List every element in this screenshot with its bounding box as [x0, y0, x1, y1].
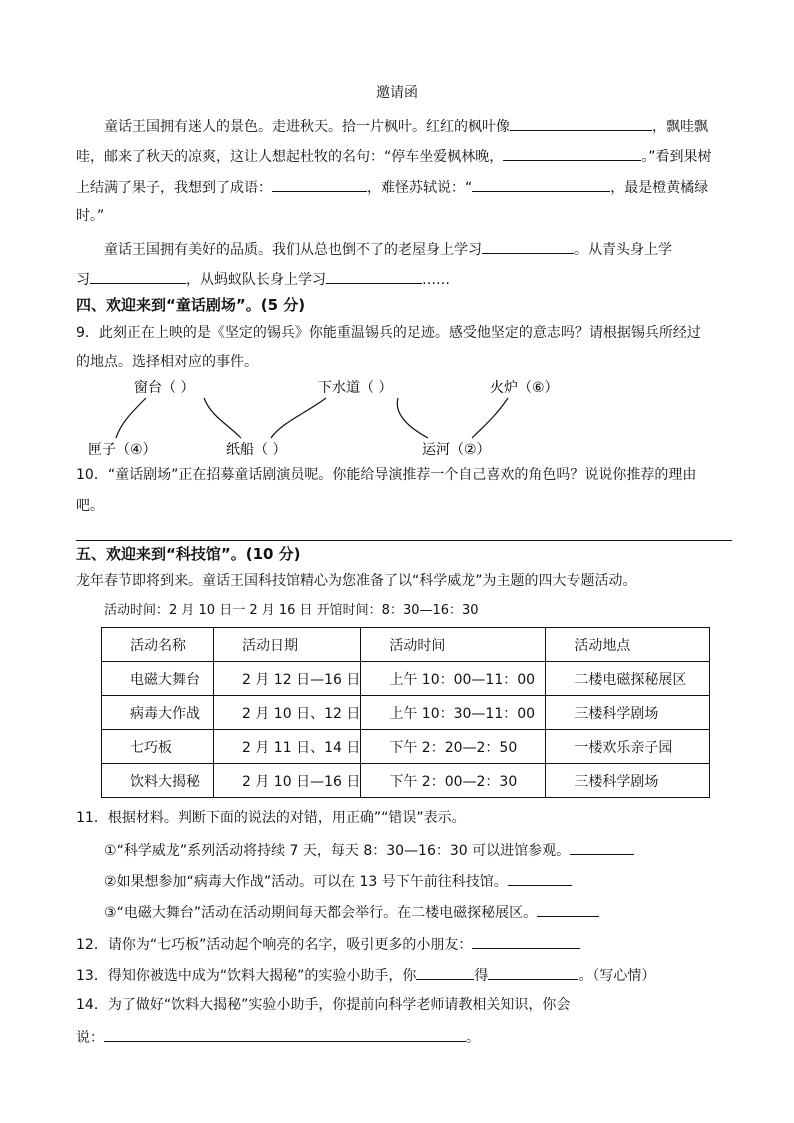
text: “电磁大舞台”活动在活动期间每天都会举行。在二楼电磁探秘展区。 — [116, 905, 538, 921]
place-paper-boat: 纸船（ ） — [226, 442, 287, 458]
q11-item-3 — [104, 902, 599, 922]
q10-line1: 10．“童话剧场”正在招募童话剧演员呢。你能给导演推荐一个自己喜欢的角色吗？说说你推荐的理由 — [76, 467, 697, 483]
answer-blank[interactable] — [326, 269, 422, 284]
text: 。”看到果树 — [641, 149, 712, 165]
text: 童话王国拥有美好的品质。我们从总也倒不了的老屋身上学习 — [104, 242, 482, 258]
q9-line2: 的地点。选择相对应的事件。 — [76, 354, 258, 370]
place-box: 匣子（④） — [88, 442, 157, 458]
text: 说： — [76, 1030, 104, 1046]
text: 。从青头身上学 — [574, 242, 672, 258]
item-number: ① — [104, 843, 117, 859]
table-cell: 饮料大揭秘 — [102, 764, 214, 798]
text: 12．请你为“七巧板”活动起个响亮的名字，吸引更多的小朋友： — [76, 937, 473, 953]
q9-line1: 9．此刻正在上映的是《坚定的锡兵》你能重温锡兵的足迹。感受他坚定的意志吗？请根据锡兵所经过 — [76, 325, 701, 341]
table-row — [102, 662, 710, 696]
table-header: 活动时间 — [361, 628, 546, 662]
section-5-heading: 五、欢迎来到“科技馆”。(10 分) — [76, 545, 301, 563]
section-4-heading: 四、欢迎来到“童话剧场”。(5 分) — [76, 296, 306, 314]
q11-item-1 — [104, 840, 634, 860]
answer-blank[interactable] — [472, 177, 610, 192]
text: 如果想参加“病毒大作战”活动。可以在 13 号下午前往科技馆。 — [116, 874, 508, 890]
route-line — [204, 398, 241, 438]
table-cell: 2 月 10 日—16 日 — [214, 764, 361, 798]
answer-blank[interactable] — [503, 146, 641, 161]
table-cell: 二楼电磁探秘展区 — [546, 662, 710, 696]
place-window-sill: 窗台（ ） — [134, 380, 195, 396]
route-line — [397, 398, 428, 438]
answer-blank[interactable] — [510, 116, 652, 131]
answer-blank[interactable] — [488, 965, 578, 980]
q14-line2 — [76, 1027, 480, 1047]
text: 。 — [466, 1030, 480, 1046]
activity-table — [101, 627, 710, 798]
text: 。（写心情） — [578, 968, 656, 984]
place-sewer: 下水道（ ） — [318, 380, 393, 396]
table-row — [102, 730, 710, 764]
route-line — [271, 398, 326, 438]
table-cell: 七巧板 — [102, 730, 214, 764]
answer-blank[interactable] — [416, 965, 474, 980]
table-row — [102, 764, 710, 798]
invite-p1-line2 — [76, 146, 712, 166]
invite-p2-line2 — [76, 269, 450, 289]
table-cell: 2 月 12 日—16 日 — [214, 662, 361, 696]
table-row — [102, 696, 710, 730]
answer-blank[interactable] — [482, 239, 574, 254]
invite-p1-line1 — [104, 116, 708, 136]
activity-time-line: 活动时间：2 月 10 日一 2 月 16 日 开馆时间：8：30—16：30 — [104, 603, 479, 618]
answer-blank[interactable] — [472, 934, 580, 949]
q13-line — [76, 965, 655, 985]
text: ，难怪苏轼说：“ — [367, 180, 473, 196]
text: ，最是橙黄橘绿 — [610, 180, 709, 196]
table-cell: 三楼科学剧场 — [546, 696, 710, 730]
table-header: 活动名称 — [102, 628, 214, 662]
answer-blank[interactable] — [508, 871, 572, 886]
section-5-intro: 龙年春节即将到来。童话王国科技馆精心为您准备了以“科学威龙”为主题的四大专题活动。 — [76, 573, 637, 589]
text: ，飘哇飘 — [652, 119, 708, 135]
item-number: ③ — [104, 905, 117, 921]
table-cell: 2 月 10 日、12 日 — [214, 696, 361, 730]
answer-blank[interactable] — [272, 177, 367, 192]
table-cell: 下午 2：20—2：50 — [361, 730, 546, 764]
route-line — [116, 398, 146, 438]
table-header-row — [102, 628, 710, 662]
answer-blank[interactable] — [90, 269, 186, 284]
invite-title: 邀请函 — [376, 85, 418, 101]
text: 得 — [474, 968, 489, 984]
invite-p1-line4: 时。” — [76, 208, 105, 224]
text: 13．得知你被选中成为“饮料大揭秘”的实验小助手，你 — [76, 968, 417, 984]
answer-line[interactable] — [76, 540, 732, 541]
answer-blank[interactable] — [104, 1027, 466, 1042]
text: “科学威龙”系列活动将持续 7 天，每天 8：30—16：30 可以进馆参观。 — [116, 843, 571, 859]
invite-p1-line3 — [76, 177, 708, 197]
item-number: ② — [104, 874, 117, 890]
table-cell: 下午 2：00—2：30 — [361, 764, 546, 798]
text: ，从蚂蚁队长身上学习 — [186, 272, 326, 288]
q12-line — [76, 934, 580, 954]
table-header: 活动日期 — [214, 628, 361, 662]
table-cell: 一楼欢乐亲子园 — [546, 730, 710, 764]
table-header: 活动地点 — [546, 628, 710, 662]
invite-p2-line1 — [104, 239, 672, 259]
place-stove: 火炉（⑥） — [490, 380, 559, 396]
text: 哇，邮来了秋天的凉爽，这让人想起杜牧的名句：“停车坐爱枫林晚， — [76, 149, 504, 165]
text: 习 — [76, 272, 90, 288]
q11-item-2 — [104, 871, 572, 891]
text: 上结满了果子，我想到了成语： — [76, 180, 272, 196]
answer-blank[interactable] — [570, 840, 634, 855]
q14-line1: 14．为了做好“饮料大揭秘”实验小助手，你提前向科学老师请教相关知识，你会 — [76, 997, 571, 1013]
table-cell: 上午 10：30—11：00 — [361, 696, 546, 730]
table-cell: 2 月 11 日、14 日 — [214, 730, 361, 764]
text: 童话王国拥有迷人的景色。走进秋天。拾一片枫叶。红红的枫叶像 — [104, 119, 510, 135]
table-cell: 三楼科学剧场 — [546, 764, 710, 798]
table-cell: 病毒大作战 — [102, 696, 214, 730]
q10-line2: 吧。 — [76, 498, 104, 514]
place-canal: 运河（②） — [422, 442, 491, 458]
table-cell: 上午 10：00—11：00 — [361, 662, 546, 696]
table-cell: 电磁大舞台 — [102, 662, 214, 696]
q11-prompt: 11．根据材料。判断下面的说法的对错，用正确”“错误”表示。 — [76, 810, 466, 826]
text: …… — [422, 272, 450, 288]
route-line — [472, 398, 508, 438]
route-matching-diagram — [76, 368, 596, 464]
answer-blank[interactable] — [537, 902, 599, 917]
